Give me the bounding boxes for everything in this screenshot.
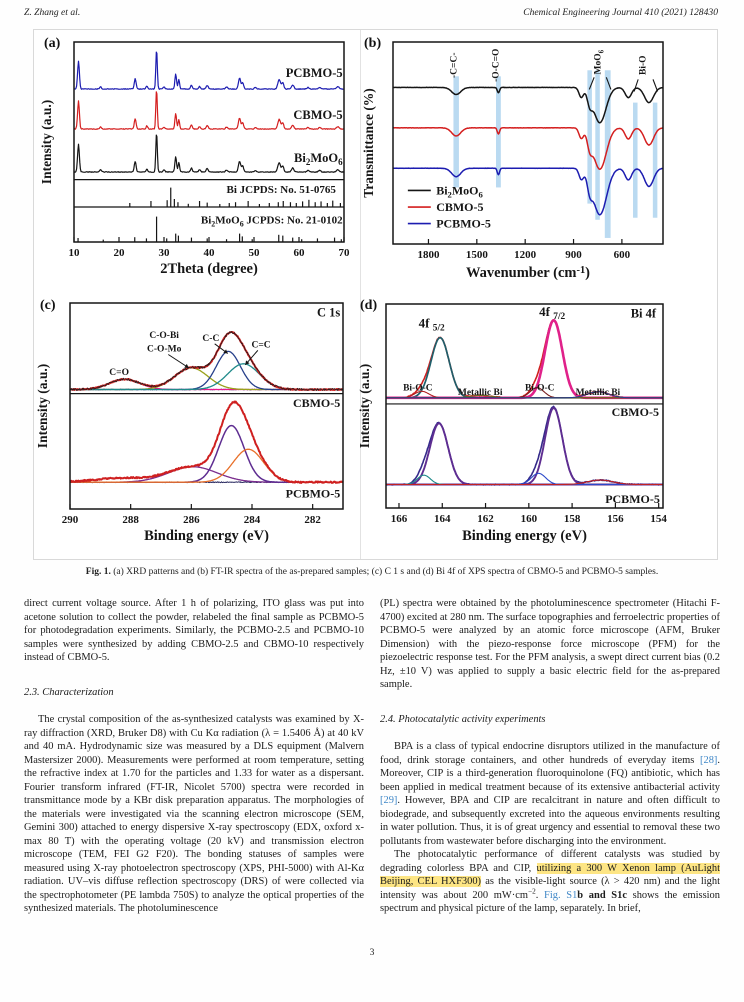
citation-link[interactable]: [28] xyxy=(700,754,718,766)
svg-text:162: 162 xyxy=(477,513,494,525)
svg-text:30: 30 xyxy=(158,247,170,259)
svg-text:Bi 4f: Bi 4f xyxy=(630,306,657,321)
svg-text:Binding energy (eV): Binding energy (eV) xyxy=(144,528,269,544)
svg-text:290: 290 xyxy=(61,514,79,526)
section-heading-2-4: 2.4. Photocatalytic activity experiments xyxy=(380,713,546,725)
svg-text:C=C: C=C xyxy=(251,340,271,351)
svg-text:Binding energy (eV): Binding energy (eV) xyxy=(462,528,587,544)
svg-text:CBMO-5: CBMO-5 xyxy=(292,396,341,411)
page-number: 3 xyxy=(369,947,375,958)
figure-1 xyxy=(33,29,718,560)
citation-link[interactable]: [29] xyxy=(380,795,398,806)
svg-text:4f 7/2: 4f $_{7/2}$ xyxy=(539,304,566,323)
svg-text:4f 5/2: 4f $_{5/2}$ xyxy=(418,315,445,334)
svg-text:Bi2MoO6 JCPDS: No. 21-0102: $Bi_2MoO_6$ JCPDS: No. 21-0102 xyxy=(200,214,343,229)
svg-text:Bi2MoO6: $Bi_2MoO_6$ xyxy=(294,151,343,167)
svg-text:Bi-O-C: Bi-O-C xyxy=(403,383,433,394)
svg-text:Metallic Bi: Metallic Bi xyxy=(457,387,503,398)
paragraph: BPA is a class of typical endocrine disruptors utilized in the manufacture of food, drink storage containers, and other hundreds of everyday items [28]. Moreover, CIP is a third-generation fluoroquinolone (FQ) antibiotic, which has been applied in medical treatment because of its extensive antibacterial activity [29]. However, BPA and CIP are recalcitrant in nature and often difficult to biodegrade, and subsequently excreted into the aqueous environments resulting in water pollution. Thus, it is of great urgency and essential to removal these two pollutants from wastewater before discharging into the environment. xyxy=(380,741,720,847)
xrd-chart xyxy=(39,34,351,282)
figure-caption: Fig. 1. (a) XRD patterns and (b) FT-IR spectra of the as-prepared samples; (c) C 1 s and (d) Bi 4f of XPS spectra of CBMO-5 and PCBMO-5 samples. xyxy=(85,567,659,577)
panel-b-label: (b) xyxy=(364,36,382,51)
svg-text:C=O: C=O xyxy=(109,368,129,379)
left-column xyxy=(24,597,364,916)
svg-text:1200: 1200 xyxy=(514,249,537,261)
svg-text:PCBMO-5: PCBMO-5 xyxy=(285,66,343,80)
citation-link[interactable]: Fig. S1 xyxy=(544,889,578,901)
svg-text:C-O-Bi: C-O-Bi xyxy=(149,331,179,342)
svg-text:PCBMO-5: PCBMO-5 xyxy=(285,486,341,501)
svg-text:Bi JCPDS: No. 51-0765: Bi JCPDS: No. 51-0765 xyxy=(226,184,336,196)
panel-d-label: (d) xyxy=(360,298,378,313)
ftir-chart xyxy=(361,34,701,286)
journal-reference: Chemical Engineering Journal 410 (2021) 128430 xyxy=(523,7,718,18)
svg-text:CBMO-5: CBMO-5 xyxy=(611,405,659,420)
svg-text:156: 156 xyxy=(607,513,624,525)
highlighted-text: utilizing a 300 W Xenon lamp (AuLight Beijing, CEL HXF300) xyxy=(380,862,721,887)
svg-text:C-C: C-C xyxy=(202,334,220,345)
svg-text:PCBMO-5: PCBMO-5 xyxy=(605,491,660,506)
svg-text:Intensity (a.u.): Intensity (a.u.) xyxy=(39,99,54,185)
svg-text:154: 154 xyxy=(650,513,667,525)
svg-text:284: 284 xyxy=(243,514,261,526)
svg-text:CBMO-5: CBMO-5 xyxy=(436,200,484,215)
paragraph: (PL) spectra were obtained by the photoluminescence spectrometer (Hitachi F-4700) excited at 280 nm. The surface topographies and ferroelectric properties of PCBMO-5 were analyzed by an atomic force microscope (AFM, Bruker Dimension) with the piezo-response force microscope (PFM) for the piezoelectric response test. For the PFM analysis, a swept direct current bias (0.2 Hz, ±10 V) was applied to supply a basic electric field for the as-prepared sample. xyxy=(380,598,720,690)
svg-text:286: 286 xyxy=(183,514,200,526)
right-column xyxy=(380,597,720,916)
svg-text:Intensity (a.u.): Intensity (a.u.) xyxy=(35,363,50,449)
svg-text:C-O-Mo: C-O-Mo xyxy=(147,344,182,355)
svg-text:-C=C-: -C=C- xyxy=(449,52,460,78)
svg-text:20: 20 xyxy=(113,247,125,259)
c1s-xps-chart xyxy=(35,297,351,549)
svg-text:-O-C=O: -O-C=O xyxy=(491,48,502,82)
svg-text:Transmittance (%): Transmittance (%) xyxy=(361,88,376,198)
svg-text:600: 600 xyxy=(613,249,631,261)
bi4f-xps-chart xyxy=(357,297,697,549)
paragraph: direct current voltage source. After 1 h of polarizing, ITO glass was put into acetone solution to collect the powder, relabeled the final sample as PCBMO-5 for photodegradation experiments. Similarly, the PCBMO-2.5 and PCBMO-10 samples were synthesized by adding CBMO-2.5 and CBMO-10 respectively instead of CBMO-5. xyxy=(24,598,364,663)
svg-text:Bi-O: Bi-O xyxy=(638,55,649,75)
svg-text:900: 900 xyxy=(565,249,582,261)
svg-text:70: 70 xyxy=(338,247,350,259)
svg-text:Intensity (a.u.): Intensity (a.u.) xyxy=(357,363,372,449)
svg-text:50: 50 xyxy=(248,247,260,259)
svg-text:Metallic Bi: Metallic Bi xyxy=(575,387,621,398)
svg-text:2Theta (degree): 2Theta (degree) xyxy=(160,261,258,277)
svg-text:158: 158 xyxy=(563,513,581,525)
svg-text:40: 40 xyxy=(203,247,215,259)
svg-text:282: 282 xyxy=(304,514,321,526)
svg-text:166: 166 xyxy=(390,513,408,525)
svg-text:MoO6: MoO$_6$ xyxy=(593,49,606,75)
svg-text:Bi-O-C: Bi-O-C xyxy=(524,383,555,394)
svg-text:288: 288 xyxy=(122,514,139,526)
section-heading-2-3: 2.3. Characterization xyxy=(24,686,114,698)
svg-text:10: 10 xyxy=(68,247,80,259)
svg-text:C 1s: C 1s xyxy=(316,305,341,320)
paragraph: The crystal composition of the as-synthesized catalysts was examined by X-ray diffraction (XRD, Bruker D8) with Cu Kα radiation (λ = 1.5406 Å) at 40 kV and 40 mA. Hydrodynamic size was measured by a DLS equipment (Malvern Mastersizer 2000). Measurements were performed at room temperature, setting the refractive index at 1.70 for the particles and 1.33 for water as a dispersant. Fourier transform infrared (FT-IR, Nicolet 5700) spectra were recorded in transmittance mode by a KBr disk preparation apparatus. The morphologies of the materials were investigated via the scanning electron microscope (SEM, Gemini 300) attached to energy dispersive X-ray spectroscopy (EDX, oxford x-max 80 T) with the operating voltage (20 kV) and transmission electron microscope (TEM, FEI G2 F20). The bonding statuses of samples were measured using X-ray photoelectron spectroscopy (XPS, PHI-5000) with Al-Kα radiation. UV–vis diffuse reflection spectroscopy (DRS) of were collected via the spectrophotometer (PE lambda 750S) to analyze the optical properties of the synthesized materials. The photoluminescence xyxy=(24,714,364,914)
panel-c-label: (c) xyxy=(40,298,56,313)
svg-text:1500: 1500 xyxy=(465,249,488,261)
running-author: Z. Zhang et al. xyxy=(24,7,81,18)
svg-text:Bi2MoO6: $Bi_2MoO_6$ xyxy=(436,183,483,200)
panel-a-label: (a) xyxy=(44,36,61,51)
svg-text:60: 60 xyxy=(293,247,305,259)
svg-text:Wavenumber (cm-1): Wavenumber $(cm^{-1})$ xyxy=(465,265,591,281)
svg-text:PCBMO-5: PCBMO-5 xyxy=(436,216,491,231)
svg-text:164: 164 xyxy=(434,513,451,525)
svg-text:1800: 1800 xyxy=(417,249,440,261)
svg-text:CBMO-5: CBMO-5 xyxy=(293,108,343,122)
paragraph: The photocatalytic performance of different catalysts was studied by degrading colorless BPA and CIP, utilizing a 300 W Xenon lamp (AuLight Beijing, CEL HXF300) as the visible-light source (λ > 420 nm) and the light intensity was about 200 $mW\cdot cm^{-2}$. Fig. S1b and S1c shows the emission spectrum and physical picture of the lamp, separately. In brief, xyxy=(380,849,721,914)
svg-text:160: 160 xyxy=(520,513,538,525)
